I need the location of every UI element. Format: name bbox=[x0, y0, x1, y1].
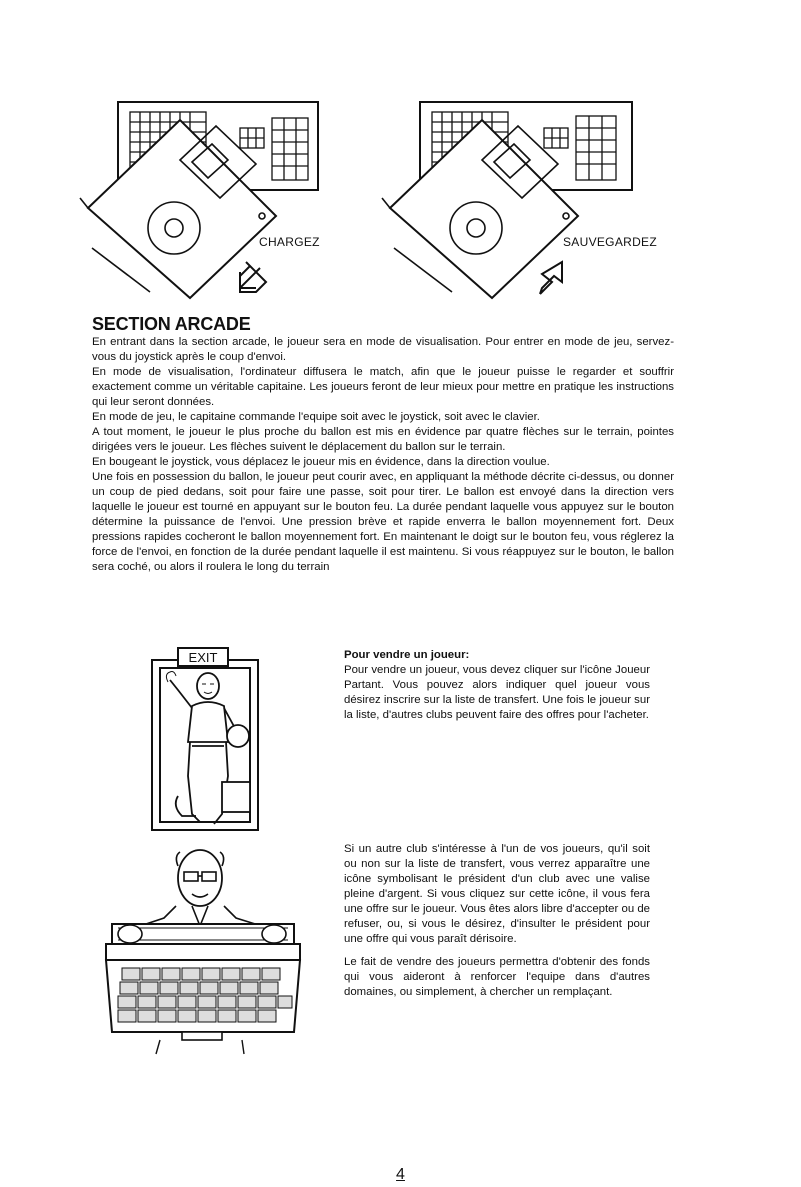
floppy-disk bbox=[390, 120, 578, 298]
load-label: CHARGEZ bbox=[259, 235, 320, 249]
load-arrow-icon bbox=[240, 262, 266, 292]
save-label: SAUVEGARDEZ bbox=[563, 235, 657, 249]
save-arrow-icon bbox=[540, 262, 562, 294]
paragraph: A tout moment, le joueur le plus proche du ballon est mis en évidence par quatre flèches sur le terrain, pointes dirigées vers le joueur. Les flèches suivent le déplacement du ballon sur le terrain. bbox=[92, 426, 674, 453]
section-title: SECTION ARCADE bbox=[92, 314, 251, 334]
offer-paragraph: Le fait de vendre des joueurs permettra d'obtenir des fonds qui vous aideront à renforcer l'equipe dans d'autres domaines, ou simplement, à chercher un remplaçant. bbox=[344, 956, 650, 998]
paragraph: Une fois en possession du ballon, le joueur peut courir avec, en appliquant la méthode décrite ci-dessus, ou donner un coup de pied dedans, soit pour faire une passe, soit pour tirer. Le ballon est envoyé dans la direction vers laquelle le joueur est tourné en appuyant sur le bouton feu. La durée pendant laquelle vous appuyez sur le bouton détermine la puissance de l'envoi. Une pression brève et rapide enverra le ballon moyennement fort. Deux pressions rapides cocheront le ballon moyennement fort. En maintenant le doigt sur le bouton feu, vous réglerez la force de l'envoi, en fonction de la durée pendant laquelle il est maintenu. Si vous réappuyez sur le bouton, le ballon sera coché, ou alors il roulera le long du terrain bbox=[92, 471, 674, 573]
screen-grid-right bbox=[576, 116, 616, 180]
load-disk-illustration bbox=[80, 98, 340, 298]
save-disk-illustration bbox=[382, 98, 652, 298]
sell-text: Pour vendre un joueur, vous devez cliquer sur l'icône Joueur Partant. Vous pouvez alors indiquer quel joueur vous désirez inscrire sur la liste de transfert. Une fois le joueur sur la liste, d'autres clubs peuvent faire des offres pour l'acheter. bbox=[344, 664, 650, 721]
offer-block bbox=[344, 842, 650, 1008]
paragraph: En bougeant le joystick, vous déplacez le joueur mis en évidence, dans la direction voulue. bbox=[92, 456, 550, 468]
screen-grid-small bbox=[240, 128, 264, 148]
paragraph: En mode de jeu, le capitaine commande l'equipe soit avec le joystick, soit avec le clavier. bbox=[92, 411, 540, 423]
main-body-text bbox=[92, 335, 674, 575]
paragraph: En mode de visualisation, l'ordinateur diffusera le match, afin que le joueur puisse le regarder et souffrir exactement comme un véritable capitaine. Les joueurs feront de leur mieux pour mettre en pratique les instructions qui leur seront données. bbox=[92, 366, 674, 408]
sell-player-block bbox=[344, 648, 650, 723]
player-exit-illustration bbox=[148, 646, 268, 842]
offer-paragraph: Si un autre club s'intéresse à l'un de vos joueurs, qu'il soit ou non sur la liste de transfert, vous verrez apparaître une icône symbolisant le président d'un club avec une valise pleine d'argent. Si vous cliquez sur cette icône, il vous fera une offre sur le joueur. Vous êtes alors libre d'accepter ou de refuser, ou, si vous le désirez, d'insulter le président pour une offre qui vous paraît dérisoire. bbox=[344, 843, 650, 945]
page-number: 4 bbox=[396, 1166, 405, 1183]
exit-sign-text: EXIT bbox=[188, 650, 218, 665]
sell-heading: Pour vendre un joueur: bbox=[344, 649, 470, 661]
paragraph: En entrant dans la section arcade, le joueur sera en mode de visualisation. Pour entrer en mode de jeu, servez-vous du joystick après le coup d'envoi. bbox=[92, 336, 674, 363]
screen-grid-small bbox=[544, 128, 568, 148]
screen-grid-right bbox=[272, 118, 308, 180]
president-money-illustration bbox=[104, 846, 304, 1056]
